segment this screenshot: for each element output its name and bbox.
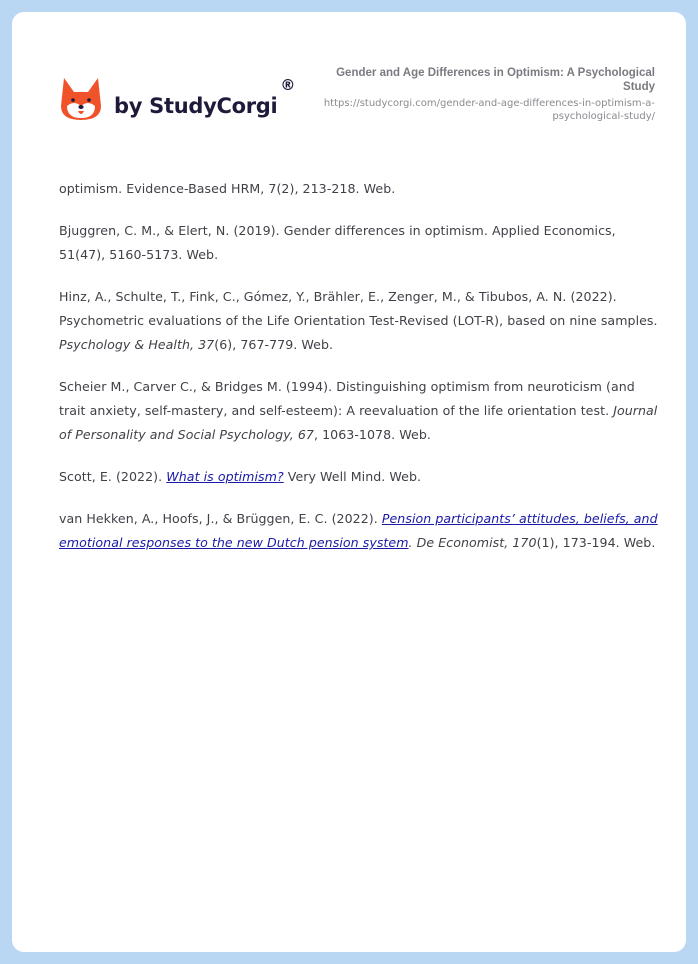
reference-text: Very Well Mind. Web. (283, 469, 422, 484)
reference-item (59, 177, 659, 201)
document-title: Gender and Age Differences in Optimism: A Psychological Study (336, 67, 655, 93)
reference-text: (1), 173-194. Web. (536, 535, 656, 550)
reference-text: Bjuggren, C. M., & Elert, N. (2019). Gender differences in optimism. Applied Economics, 51(47), 5160-5173. Web. (59, 223, 616, 262)
reference-text: (6), 767-779. Web. (214, 337, 334, 352)
document-url[interactable]: https://studycorgi.com/gender-and-age-differences-in-optimism-a-psychological-study/ (323, 98, 655, 122)
reference-item (59, 507, 659, 555)
reference-link[interactable]: Pension participants’ attitudes, beliefs, and emotional responses to the new Dutch pension system (59, 511, 658, 550)
reference-item (59, 285, 659, 357)
document-page (12, 12, 686, 952)
document-header (305, 66, 655, 123)
corgi-icon (60, 76, 102, 122)
reference-item (59, 375, 659, 447)
reference-text: , 1063-1078. Web. (313, 427, 431, 442)
reference-link[interactable]: What is optimism? (166, 469, 284, 484)
reference-text: Scott, E. (2022). (59, 469, 167, 484)
journal-title: . De Economist, (408, 535, 513, 550)
reference-text: Scheier M., Carver C., & Bridges M. (1994). Distinguishing optimism from neuroticism (and trait anxiety, self-mastery, and self-esteem): A reevaluation of the life orientation test. (59, 379, 635, 418)
reference-text: Hinz, A., Schulte, T., Fink, C., Gómez, Y., Brähler, E., Zenger, M., & Tibubos, A. N. (2022). Psychometric evaluations of the Life Orientation Test-Revised (LOT-R), based on nine samples. (59, 289, 658, 328)
reference-list (59, 177, 659, 573)
logo-text: by StudyCorgi (114, 94, 278, 118)
journal-title: Psychology & Health, 37 (59, 337, 215, 352)
reference-text: van Hekken, A., Hoofs, J., & Brüggen, E. C. (2022). (59, 511, 382, 526)
reference-item (59, 465, 659, 489)
registered-mark: ® (280, 76, 296, 94)
studycorgi-logo[interactable] (60, 76, 295, 122)
journal-title: Journal of Personality and Social Psychology, 67 (59, 403, 658, 442)
reference-item (59, 219, 659, 267)
reference-text: optimism. Evidence-Based HRM, 7(2), 213-218. Web. (59, 181, 396, 196)
volume-number: 170 (512, 535, 537, 550)
